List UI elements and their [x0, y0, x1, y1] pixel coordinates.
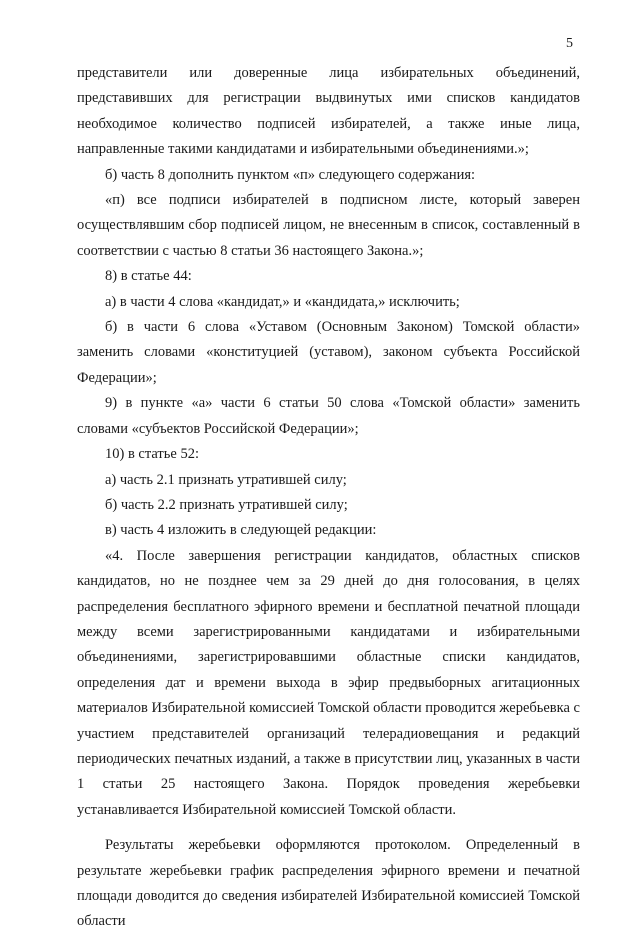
- paragraph-11: в) часть 4 изложить в следующей редакции:: [105, 522, 377, 539]
- paragraph-4: 8) в статье 44:: [105, 268, 192, 285]
- paragraph-3: «п) все подписи избирателей в подписном листе, который заверен осуществлявшим сбор подписей лицом, не внесенным в список, составленный в соответствии с частью 8 статьи 36 настоящего Закона.»;: [77, 192, 580, 259]
- paragraph-10: б) часть 2.2 признать утратившей силу;: [105, 496, 348, 513]
- document-body: [77, 61, 580, 935]
- paragraph-2: б) часть 8 дополнить пунктом «п» следующего содержания:: [105, 166, 476, 183]
- page-number: 5: [566, 36, 573, 51]
- paragraph-12: «4. После завершения регистрации кандидатов, областных списков кандидатов, но не позднее чем за 29 дней до дня голосования, в целях распределения бесплатного эфирного времени и бесплатной печатной площади между всеми зарегистрированными кандидатами и избирательными объединениями, зарегистрировавшими областные списки кандидатов, определения дат и времени выхода в эфир предвыборных агитационных материалов Избирательной комиссией Томской области проводится жеребьевка с участием представителей организаций телерадиовещания и редакций периодических печатных изданий, а также в присутствии лиц, указанных в части 1 статьи 25 настоящего Закона. Порядок проведения жеребьевки устанавливается Избирательной комиссией Томской области.: [77, 547, 580, 818]
- paragraph-6: б) в части 6 слова «Уставом (Основным Законом) Томской области» заменить словами «конституцией (уставом), законом субъекта Российской Федерации»;: [77, 319, 580, 386]
- paragraph-1: представители или доверенные лица избирательных объединений, представивших для регистрации выдвинутых ими списков кандидатов необходимое количество подписей избирателей, а также иные лица, направленные такими кандидатами и избирательными объединениями.»;: [77, 65, 580, 158]
- paragraph-7: 9) в пункте «а» части 6 статьи 50 слова «Томской области» заменить словами «субъектов Российской Федерации»;: [77, 395, 580, 437]
- paragraph-8: 10) в статье 52:: [105, 446, 199, 463]
- paragraph-9: а) часть 2.1 признать утратившей силу;: [105, 471, 347, 488]
- paragraph-5: а) в части 4 слова «кандидат,» и «кандидата,» исключить;: [105, 293, 460, 310]
- paragraph-13: Результаты жеребьевки оформляются протоколом. Определенный в результате жеребьевки график распределения эфирного времени и печатной площади доводится до сведения избирателей Избирательной комиссией Томской области: [77, 837, 580, 930]
